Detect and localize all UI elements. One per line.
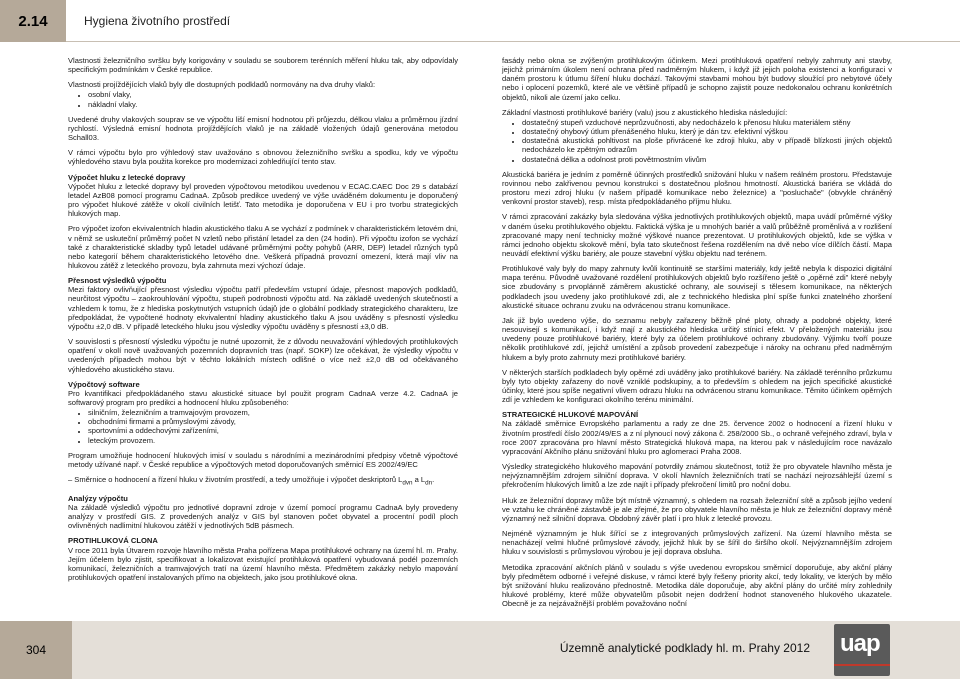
text: . bbox=[432, 475, 435, 485]
paragraph: V rámci zpracování zakázky byla sledována výška jednotlivých protihlukových objektů, mapa uvádí průměrné výšky v daném úseku protihlukového objektu. Faktická výška je u mnohých bariér a valů průběžně proměnlivá a v rozlišení zpracované mapy není technicky možné výškové nuance prezentovat. U protihlukových objektů, kde se výška v rámci jednoho objektu skokově mění, byla tato skutečnost řešena rozdělením na dvě nebo více dílčích částí. Mapa neuvádí efektivní výšku bariéry, ale pouze stavební výšku objektu nad terénem. bbox=[502, 212, 892, 258]
logo-stripe bbox=[834, 664, 890, 666]
paragraph: Uvedené druhy vlakových souprav se ve výpočtu liší emisní hodnotou při průjezdu, délkou vlaku a průměrnou jízdní rychlostí. Výsledná emisní hodnota projíždějících vlaků je na základě vložených údajů generována metodou Schall03. bbox=[68, 114, 458, 143]
list-item: • silničním, železničním a tramvajovým provozem, bbox=[88, 408, 458, 417]
noise-sources-list bbox=[68, 408, 458, 445]
train-types-list bbox=[68, 90, 458, 108]
paragraph: Základní vlastnosti protihlukové bariéry (valu) jsou z akustického hlediska následující: bbox=[502, 107, 788, 117]
header-divider bbox=[66, 41, 960, 42]
paragraph: Metodika zpracování akčních plánů v souladu s výše uvedenou evropskou směrnicí doporučuje, aby akční plány byly předmětem odborné i veřejné diskuse, v rámci které byly řešeny priority akcí, tedy lokality, ve kterých by mělo být snižování hluku realizováno přednostně. Metodika dále doporučuje, aby akční plány do určité míry zohlednily hlukové problémy, které může obyvatelům působit nejen dodržení hodnot stanoveného hlukového ukazatele. Obecně je za nejzávažnější problém považováno noční bbox=[502, 562, 892, 609]
section-heading: Výpočtový software bbox=[68, 379, 140, 389]
list-item: • sportovními a oddechovými zařízeními, bbox=[88, 426, 458, 435]
paragraph: Pro výpočet izofon ekvivalentních hladin akustického tlaku A se vychází z podmínek v charakteristickém letovém dni, v němž se uskuteční průměrný počet N vzletů nebo přistání letadel za den (24 hodin). Při výpočtu izofon se vychází také z charakteristické skladby typů letadel udávané průměrnými počty pohybů (ARR, DEP) letadel různých typů nebo kategorií během charakteristického letového dne. Veškerá případná provozní omezení, která mají vliv na hlukovou zátěž z leteckého provozu, byla zahrnuta mezi výchozí údaje. bbox=[68, 224, 458, 270]
paragraph: Program umožňuje hodnocení hlukových imisí v souladu s národními a mezinárodními předpisy včetně výpočtové metody užívané např. v České republice a výpočtových metod doporučovaných směrnicí ES 2002/49/EC bbox=[68, 450, 458, 469]
list-item: • dostatečná délka a odolnost proti povětrnostním vlivům bbox=[522, 155, 892, 164]
paragraph: Pro kvantifikaci předpokládaného stavu akustické situace byl použit program CadnaA verze 4.2. CadnaA je softwarový program pro predikci a hodnocení hluku způsobeného: bbox=[68, 388, 458, 407]
paragraph: Hluk ze železniční dopravy může být místně významný, s ohledem na rozsah železniční sítě a způsob jejího vedení ve vztahu ke chráněné zástavbě je ale zřejmé, že pro obyvatele hlavního města je hluk ze železniční dopravy méně významný než silniční doprava. Obdobný závěr platí i pro hluk z letecké provozu. bbox=[502, 495, 892, 523]
logo-mark: uap bbox=[840, 630, 880, 657]
page-header bbox=[0, 0, 960, 42]
list-item: • leteckým provozem. bbox=[88, 436, 458, 445]
paragraph: Nejméně významným je hluk šířící se z integrovaných průmyslových zařízení. Na území hlavního města se nenacházejí velmi hlučné průmyslové závody, jejichž hluk by se šířil do širšího okolí. Nejvýznamnějším zdrojem hluku v souvislosti s průmyslovou výrobou je její doprava obsluha. bbox=[502, 529, 892, 557]
paragraph: Na základě výsledků výpočtu pro jednotlivé dopravní zdroje v území pomocí programu CadnaA byly provedeny analýzy v prostředí GIS. Z provedených analýz v GIS byl stanoven počet obyvatel a procentní podíl ploch ovlivněných nadlimitní hlukovou zátěží v jednotlivých 5dB pásmech. bbox=[68, 502, 458, 531]
paragraph: V některých starších podkladech byly opěrné zdi uváděny jako protihlukové bariéry. Na základě terénního průzkumu byly tyto objekty zařazeny do nově vzniklé podskupiny, a to především s ohledem na jejich specifické akustické účinky, které jsou spíše negativní vlivem odrazu hluku na odvrácenou stranu komunikace. Těmito účinkem opěrných zdí je vzhledem ke konfiguraci okolního terénu minimální. bbox=[502, 367, 892, 405]
uap-logo bbox=[834, 624, 890, 676]
subscript: dvn bbox=[402, 479, 413, 487]
paragraph: Výsledky strategického hlukového mapování potvrdily známou skutečnost, totiž že pro obyvatele hlavního města je nejvýznamnějším zdrojem silniční doprava. V okolí hlavních železničních tratí se nachází nejrozsáhlejší území s překročením hlukových limitů a lze zde najít i případy překročení limitů pro noční dobu. bbox=[502, 462, 892, 490]
list-item: • osobní vlaky, bbox=[88, 90, 458, 99]
right-column bbox=[502, 56, 892, 614]
list-item: • obchodními firmami a průmyslovými závody, bbox=[88, 417, 458, 426]
section-heading: STRATEGICKÉ HLUKOVÉ MAPOVÁNÍ bbox=[502, 410, 639, 420]
page-footer bbox=[0, 621, 960, 679]
chapter-title: Hygiena životního prostředí bbox=[84, 14, 231, 28]
text: a L bbox=[412, 475, 426, 485]
paragraph: V rámci výpočtu bylo pro výhledový stav uvažováno s obnovou železničního svršku a spodku, kdy ve výpočtu výhledového stavu byla použita korekce pro modernizaci zohledňující tento stav. bbox=[68, 148, 458, 167]
paragraph: Na základě směrnice Evropského parlamentu a rady ze dne 25. července 2002 o hodnocení a řízení hluku v životním prostředí číslo 2002/49/ES a z ní plynoucí nový zákona č. 258/2000 Sb., o ochraně veřejného zdraví, byla v roce 2007 zpracována pro hlavní město Strategická hluková mapa, na kterou pak v následujícím roce navázalo vypracování Akčního plánu snižování hluku pro aglomeraci Praha 2008. bbox=[502, 419, 892, 456]
paragraph: Jak již bylo uvedeno výše, do seznamu nebyly zařazeny běžně plné ploty, ohrady a podobné objekty, které nesouvisejí s komunikací, i když mají z akustického hlediska určitý stínicí efekt. V přeložených materiálu jsou uvedeny pouze protihlukové bariéry, které byly za účelem protihlukové ochrany zbudovány. Výjimku tvoří pouze několik protihlukové zdí, jejichž umístění a způsob provedení zabezpečuje i nároky na ochranu před nadměrným hlukem a byly proto zahrnuty mezi protihlukové bariéry. bbox=[502, 315, 892, 362]
publication-title: Územně analytické podklady hl. m. Prahy 2012 bbox=[559, 641, 810, 655]
paragraph: Akustická bariéra je jedním z poměrně účinných prostředků snižování hluku v našem reálném prostoru. Představuje rovinnou nebo zakřivenou pevnou konstrukci s dostatečnou plošnou hmotností. Akustická bariéra se vkládá do prostoru mezi zdroj hluku (v našem případě komunikace nebo železnice) a "posluchače" (obvykle chráněný venkovní prostor staveb), resp. místa předpokládaného příjmu hluku. bbox=[502, 169, 892, 207]
text: – Směrnice o hodnocení a řízení hluku v životním prostředí, a tedy umožňuje i výpočet deskriptorů L bbox=[68, 475, 403, 485]
page-number: 304 bbox=[0, 621, 72, 679]
section-number: 2.14 bbox=[0, 0, 66, 42]
left-column bbox=[68, 56, 458, 588]
paragraph: Vlastnosti železničního svršku byly korigovány v souladu se souborem terénních měření hluku tak, aby odpovídaly specifickým podmínkám v České republice. bbox=[68, 56, 458, 75]
section-heading: Výpočet hluku z letecké dopravy bbox=[68, 172, 186, 182]
subscript: dn bbox=[425, 479, 433, 487]
section-heading: Analýzy výpočtu bbox=[68, 493, 128, 503]
section-heading: PROTIHLUKOVÁ CLONA bbox=[68, 536, 158, 546]
paragraph: Výpočet hluku z letecké dopravy byl proveden výpočtovou metodikou uvedenou v ECAC.CAEC Doc 29 s databází letadel AzB08 pomocí programu CadnaA. Způsob predikce uvedený ve výše uváděném dokumentu je doporučený pro výpočet hlukové zátěže v okolí civilních letišť. Tato metodika je doporučena v EU i pro tvorbu strategických hlukových map. bbox=[68, 181, 458, 219]
paragraph bbox=[68, 475, 458, 488]
section-heading: Přesnost výsledků výpočtu bbox=[68, 276, 167, 286]
paragraph: fasády nebo okna se zvýšeným protihlukovým účinkem. Mezi protihluková opatření nebyly zahrnuty ani stavby, jejichž primárním úkolem není ochrana před nadměrným hlukem, i když již jejich poloha existenci a konfiguraci v daném prostoru k útlumu šíření hluku dochází. Takovými stavbami mohou být budovy sloužící pro nebytové účely nebo i oplocení pozemků, které ale ve většině případů je schopno zajistit pouze nedokonalou ochranu konkrétních objektů, nikoli ale území jako celku. bbox=[502, 56, 892, 102]
paragraph: Mezi faktory ovlivňující přesnost výsledku výpočtu patří především vstupní údaje, přesnost mapových podkladů, neurčitost výpočtu – zaokrouhlování výpočtu, stupeň podrobnosti výpočtu atd. Na základě uvedených skutečností a vzhledem k tomu, že z hlediska poskytnutých vstupních údajů jde o globální podklady strategického charakteru, lze předpokládat, že vypočtené hodnoty ekvivalentní hladiny akustického tlaku A jsou uváděny s přesností výsledku výpočtu ±2,0 dB. V případě leteckého hluku jsou výsledky výpočtu uváděny s přesností ±3,0 dB. bbox=[68, 285, 458, 331]
list-item: • dostatečný stupeň vzduchové neprůzvučnosti, aby nedocházelo k přenosu hluku materiálem stěny bbox=[522, 118, 892, 127]
barrier-properties-list bbox=[502, 118, 892, 164]
paragraph: V souvislosti s přesností výsledku výpočtu je nutné upozornit, že z důvodu neuvažování výhledových protihlukových opatření v okolí nově uvažovaných pozemních dopravních tras (např. SOKP) lze očekávat, že výsledky výpočtu v uvedených případech mohou být v těchto lokálních místech odlišné o více než ±2,0 dB od očekávaného výhledového akustického stavu. bbox=[68, 337, 458, 374]
paragraph: V roce 2011 byla Útvarem rozvoje hlavního města Praha pořízena Mapa protihlukové ochrany na území hl. m. Prahy. Jejím účelem bylo zjistit, specifikovat a lokalizovat existující protihluková opatření vybudovaná podél pozemních komunikací, železničních a tramvajových tratí na území hlavního města. Předmětem zakázky nebylo mapování protihlukových opatření instalovaných přímo na objektech, jako jsou protihlukové okna. bbox=[68, 545, 458, 582]
footer-band bbox=[72, 621, 960, 679]
list-item: • dostatečná akustická pohltivost na ploše přivrácené ke zdroji hluku, aby v případě blízkosti jiných objektů nedocházelo ke zpětným odrazům bbox=[522, 136, 892, 154]
paragraph: Vlastnosti projíždějících vlaků byly dle dostupných podkladů normovány na dva druhy vlaků: bbox=[68, 80, 376, 90]
list-item: • dostatečný ohybový útlum přenášeného hluku, který je dán tzv. efektivní výškou bbox=[522, 127, 892, 136]
paragraph: Protihlukové valy byly do mapy zahrnuty kvůli kontinuitě se staršími materiály, kdy ještě nebyla k dispozici digitální mapa terénu. Původně uvažované rozdělení protihlukových objektů bylo rozšířeno ještě o „opěrné zdi" které nebyly sice zbudovány s prvoplánně záměrem akustické ochrany, ale souvisejí s tělesem komunikace, na některých podkladech jsou uvedeny jako protihlukové zdi, ale z technického hlediska plní spíše funkci znatelného zhoršení akustické situace ochranu zvuku na odvrácenou stranu komunikace. bbox=[502, 264, 892, 310]
list-item: • nákladní vlaky. bbox=[88, 100, 458, 109]
